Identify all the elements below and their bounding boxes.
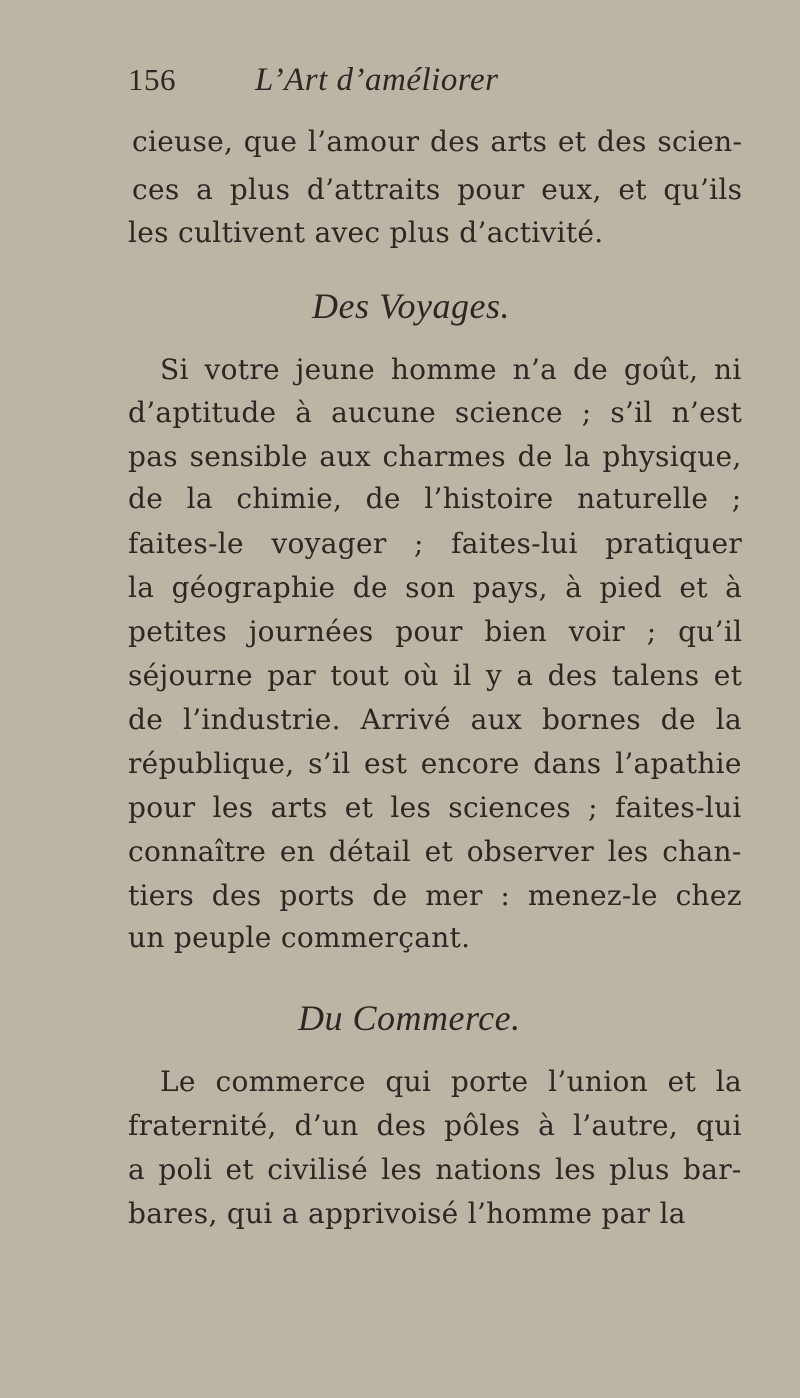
text-line: cieuse, que l’amour des arts et des scien- bbox=[132, 125, 743, 158]
text-line: faites-le voyager ; faites-lui pratiquer bbox=[128, 527, 743, 560]
text-line: petites journées pour bien voir ; qu’il bbox=[128, 615, 743, 648]
text-line: d’aptitude à aucune science ; s’il n’est bbox=[128, 396, 743, 429]
text-line: ces a plus d’attraits pour eux, et qu’ils bbox=[132, 173, 743, 206]
text-line: Le commerce qui porte l’union et la bbox=[160, 1065, 743, 1098]
text-line: de l’industrie. Arrivé aux bornes de la bbox=[128, 703, 742, 736]
text-line: un peuple commerçant. bbox=[128, 921, 471, 954]
text-line: fraternité, d’un des pôles à l’autre, qui bbox=[128, 1109, 742, 1142]
text-line: pour les arts et les sciences ; faites-lui bbox=[128, 791, 742, 824]
text-line: a poli et civilisé les nations les plus bar- bbox=[128, 1153, 742, 1186]
text-line: la géographie de son pays, à pied et à bbox=[128, 571, 743, 604]
text-line: séjourne par tout où il y a des talens et bbox=[128, 659, 743, 692]
section-title-commerce: Du Commerce. bbox=[298, 998, 521, 1038]
running-title: L’Art d’améliorer bbox=[255, 62, 499, 98]
text-line: connaître en détail et observer les chan- bbox=[128, 835, 742, 868]
text-line: de la chimie, de l’histoire naturelle ; bbox=[128, 482, 742, 515]
section-title-voyages: Des Voyages. bbox=[312, 286, 510, 326]
text-line: république, s’il est encore dans l’apathie bbox=[128, 747, 742, 780]
text-line: bares, qui a apprivoisé l’homme par la bbox=[128, 1197, 686, 1230]
text-line: les cultivent avec plus d’activité. bbox=[128, 216, 604, 249]
text-line: tiers des ports de mer : menez-le chez bbox=[128, 879, 742, 912]
page-number: 156 bbox=[128, 62, 176, 97]
text-line: pas sensible aux charmes de la physique, bbox=[128, 440, 742, 473]
text-line: Si votre jeune homme n’a de goût, ni bbox=[160, 353, 742, 386]
